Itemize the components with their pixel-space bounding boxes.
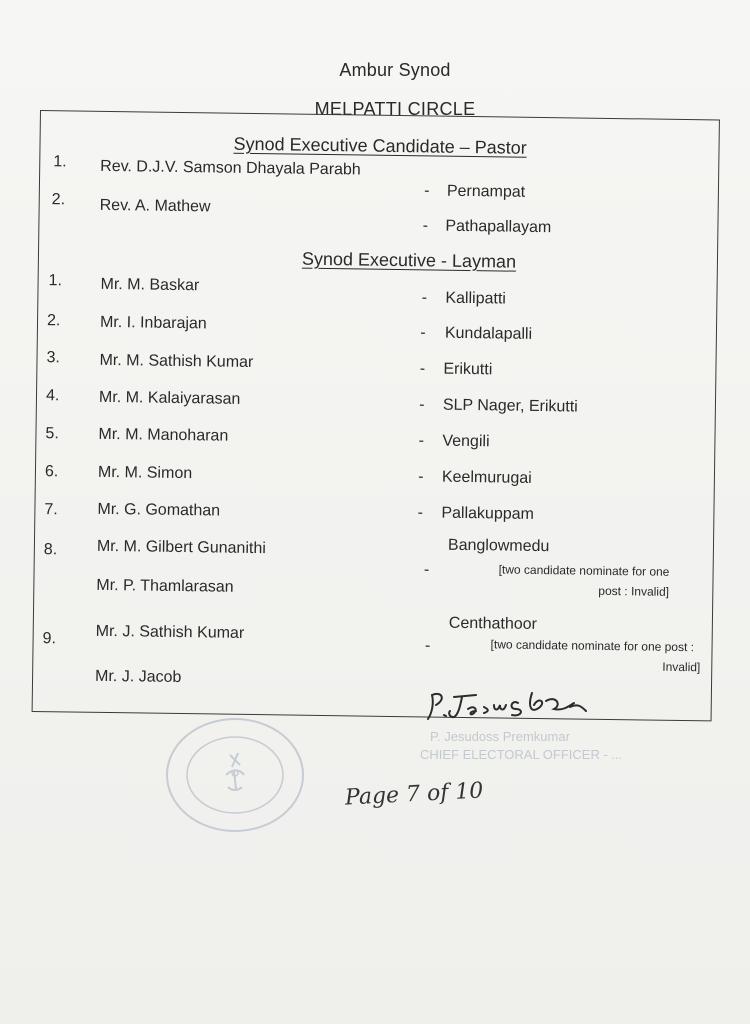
layman-row-dash: - (419, 396, 425, 414)
page-number-note: Page 7 of 10 (344, 778, 484, 811)
layman-row-name: Mr. J. Sathish Kumar (95, 622, 245, 642)
layman-row-number: 3. (46, 349, 61, 367)
layman-row-dash: - (417, 504, 424, 522)
layman-row-number: 9. (42, 630, 57, 648)
layman-row-place: Vengili (442, 432, 490, 451)
layman-row-dash: - (418, 432, 425, 450)
layman-row-name: Mr. M. Manoharan (98, 425, 229, 445)
pastor-row-number: 2. (51, 191, 66, 209)
layman-section-heading: Synod Executive - Layman (301, 248, 517, 272)
layman-row-name: Mr. J. Jacob (94, 667, 182, 687)
layman-row-place: Centhathoor (448, 614, 538, 633)
pastor-row-number: 1. (53, 153, 67, 171)
electoral-stamp (160, 715, 310, 835)
layman-row-place: SLP Nager, Erikutti (442, 396, 578, 416)
layman-row-place: Erikutti (443, 360, 493, 379)
layman-row-dash: - (418, 468, 424, 486)
pastor-section-heading: Synod Executive Candidate – Pastor (233, 133, 527, 158)
layman-row-number: 1. (48, 272, 63, 290)
layman-row-name: Mr. G. Gomathan (97, 500, 221, 520)
invalid-note: Invalid] (662, 659, 701, 675)
pastor-row-dash: - (422, 217, 429, 235)
synod-title: Ambur Synod (339, 60, 451, 80)
layman-row-place: Banglowmedu (447, 536, 550, 556)
layman-row-number: 2. (46, 312, 61, 330)
layman-row-dash: - (423, 561, 430, 579)
layman-row-number: 8. (43, 541, 58, 559)
invalid-note: [two candidate nominate for one post : (490, 637, 695, 655)
layman-row-dash: - (421, 289, 428, 307)
layman-row-place: Keelmurugai (441, 468, 532, 487)
candidate-list-box (32, 110, 720, 721)
layman-row-number: 5. (45, 425, 59, 443)
layman-row-dash: - (424, 637, 431, 655)
stamp-seal (160, 715, 310, 835)
pastor-row-dash: - (424, 182, 430, 200)
pastor-row-name: Rev. D.J.V. Samson Dhayala Parabh (100, 157, 361, 179)
circle-title: MELPATTI CIRCLE (314, 99, 476, 119)
layman-row-name: Mr. M. Baskar (100, 275, 200, 295)
invalid-note: [two candidate nominate for one (498, 562, 670, 579)
invalid-note: post : Invalid] (598, 583, 670, 599)
layman-row-place: Kallipatti (445, 289, 507, 308)
pastor-row-name: Rev. A. Mathew (99, 196, 211, 216)
layman-row-number: 6. (44, 463, 59, 481)
signatory-name: P. Jesudoss Premkumar (430, 729, 570, 744)
layman-row-name: Mr. M. Sathish Kumar (99, 351, 254, 372)
layman-row-name: Mr. M. Gilbert Gunanithi (96, 537, 266, 558)
signatory-title: CHIEF ELECTORAL OFFICER - ... (420, 747, 623, 762)
layman-row-dash: - (420, 324, 426, 342)
layman-row-name: Mr. M. Simon (97, 463, 193, 483)
layman-row-dash: - (419, 360, 426, 378)
layman-row-number: 4. (45, 387, 60, 405)
layman-row-name: Mr. P. Thamlarasan (96, 576, 234, 596)
layman-row-name: Mr. M. Kalaiyarasan (98, 388, 241, 408)
layman-row-place: Pallakuppam (441, 504, 535, 523)
signature-block (410, 685, 650, 765)
signature-scribble (410, 685, 650, 730)
layman-row-number: 7. (44, 501, 58, 519)
layman-row-name: Mr. I. Inbarajan (99, 313, 207, 333)
pastor-row-place: Pernampat (446, 182, 526, 201)
layman-row-place: Kundalapalli (444, 324, 533, 343)
pastor-row-place: Pathapallayam (445, 217, 552, 237)
